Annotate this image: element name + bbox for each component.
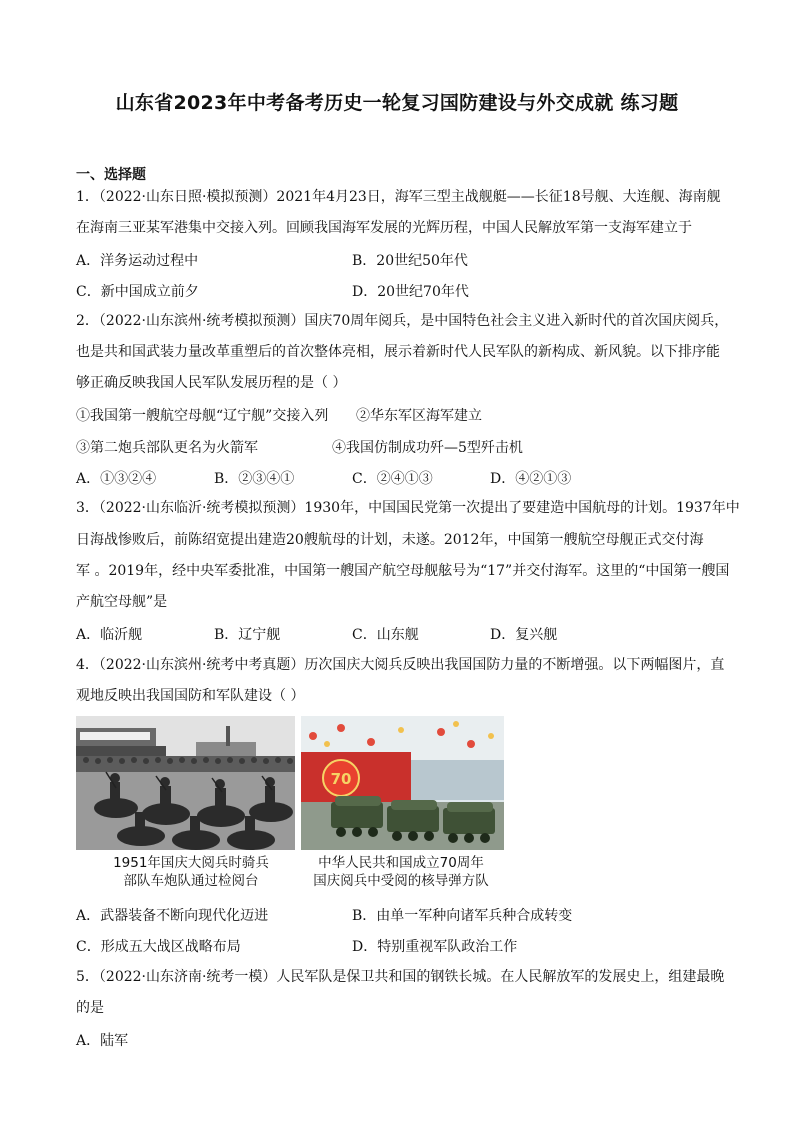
q3-line-2: 日海战惨败后，前陈绍宽提出建造20艘航母的计划，未遂。2012年，中国第一艘航空母舰正式交付海 — [76, 532, 704, 548]
q2-item-1: ①我国第一艘航空母舰“辽宁舰”交接入列 — [76, 408, 329, 424]
missile-caption-line-1: 中华人民共和国成立70周年 — [318, 855, 484, 871]
section-heading: 一、选择题 — [76, 167, 146, 183]
q4-option-a: A．武器装备不断向现代化迈进 — [76, 908, 269, 924]
q3-option-d: D．复兴舰 — [490, 627, 558, 643]
q2-item-2: ②华东军区海军建立 — [356, 408, 482, 424]
q3-line-4: 产航空母舰”是 — [76, 594, 168, 610]
cavalry-parade-photo — [76, 716, 295, 850]
q5-line-1: 5．（2022·山东济南·统考一模）人民军队是保卫共和国的钢铁长城。在人民解放军的发展史上，组建最晚 — [76, 969, 725, 985]
q1-line-2: 在海南三亚某军港集中交接入列。回顾我国海军发展的光辉历程，中国人民解放军第一支海军建立于 — [76, 220, 692, 236]
q4-line-2: 观地反映出我国国防和军队建设（ ） — [76, 688, 305, 704]
q4-option-c: C．形成五大战区战略布局 — [76, 939, 241, 955]
q4-option-b: B．由单一军种向诸军兵种合成转变 — [352, 908, 573, 924]
q3-option-b: B．辽宁舰 — [214, 627, 281, 643]
anniversary-badge: 70 — [330, 770, 352, 788]
q2-item-4: ④我国仿制成功歼—5型歼击机 — [332, 440, 523, 456]
q2-option-c: C．②④①③ — [352, 471, 433, 487]
q2-line-2: 也是共和国武装力量改革重塑后的首次整体亮相，展示着新时代人民军队的新构成、新风貌。以下排序能 — [76, 344, 720, 360]
q2-line-3: 够正确反映我国人民军队发展历程的是（ ） — [76, 375, 347, 391]
q1-option-c: C．新中国成立前夕 — [76, 284, 199, 300]
cavalry-photo-caption — [86, 854, 296, 890]
missile-caption-line-2: 国庆阅兵中受阅的核导弹方队 — [313, 873, 489, 889]
q3-option-a: A．临沂舰 — [76, 627, 143, 643]
q1-line-1: 1．（2022·山东日照·模拟预测）2021年4月23日，海军三型主战舰艇——长征18号舰、大连舰、海南舰 — [76, 189, 721, 205]
q4-option-d: D．特别重视军队政治工作 — [352, 939, 518, 955]
q5-line-2: 的是 — [76, 1000, 104, 1016]
q1-option-b: B．20世纪50年代 — [352, 253, 468, 269]
page-title: 山东省2023年中考备考历史一轮复习国防建设与外交成就 练习题 — [115, 92, 679, 114]
cavalry-caption-line-2: 部队车炮队通过检阅台 — [123, 873, 259, 889]
q2-option-a: A．①③②④ — [76, 471, 157, 487]
q1-option-d: D．20世纪70年代 — [352, 284, 469, 300]
q4-line-1: 4．（2022·山东滨州·统考中考真题）历次国庆大阅兵反映出我国国防力量的不断增强。以下两幅图片，直 — [76, 657, 725, 673]
q2-option-d: D．④②①③ — [490, 471, 572, 487]
q3-line-3: 军 。2019年，经中央军委批准，中国第一艘国产航空母舰舷号为“17”并交付海军。这里的“中国第一艘国 — [76, 563, 730, 579]
cavalry-caption-line-1: 1951年国庆大阅兵时骑兵 — [113, 855, 269, 871]
q3-option-c: C．山东舰 — [352, 627, 419, 643]
missile-parade-photo — [301, 716, 504, 850]
q5-option-a: A．陆军 — [76, 1033, 129, 1049]
q2-line-1: 2．（2022·山东滨州·统考模拟预测）国庆70周年阅兵，是中国特色社会主义进入新时代的首次国庆阅兵， — [76, 313, 729, 329]
missile-photo-caption — [298, 854, 504, 890]
q2-item-3: ③第二炮兵部队更名为火箭军 — [76, 440, 258, 456]
q3-line-1: 3．（2022·山东临沂·统考模拟预测）1930年，中国国民党第一次提出了要建造中国航母的计划。1937年中 — [76, 500, 740, 516]
q1-option-a: A．洋务运动过程中 — [76, 253, 199, 269]
q2-option-b: B．②③④① — [214, 471, 295, 487]
